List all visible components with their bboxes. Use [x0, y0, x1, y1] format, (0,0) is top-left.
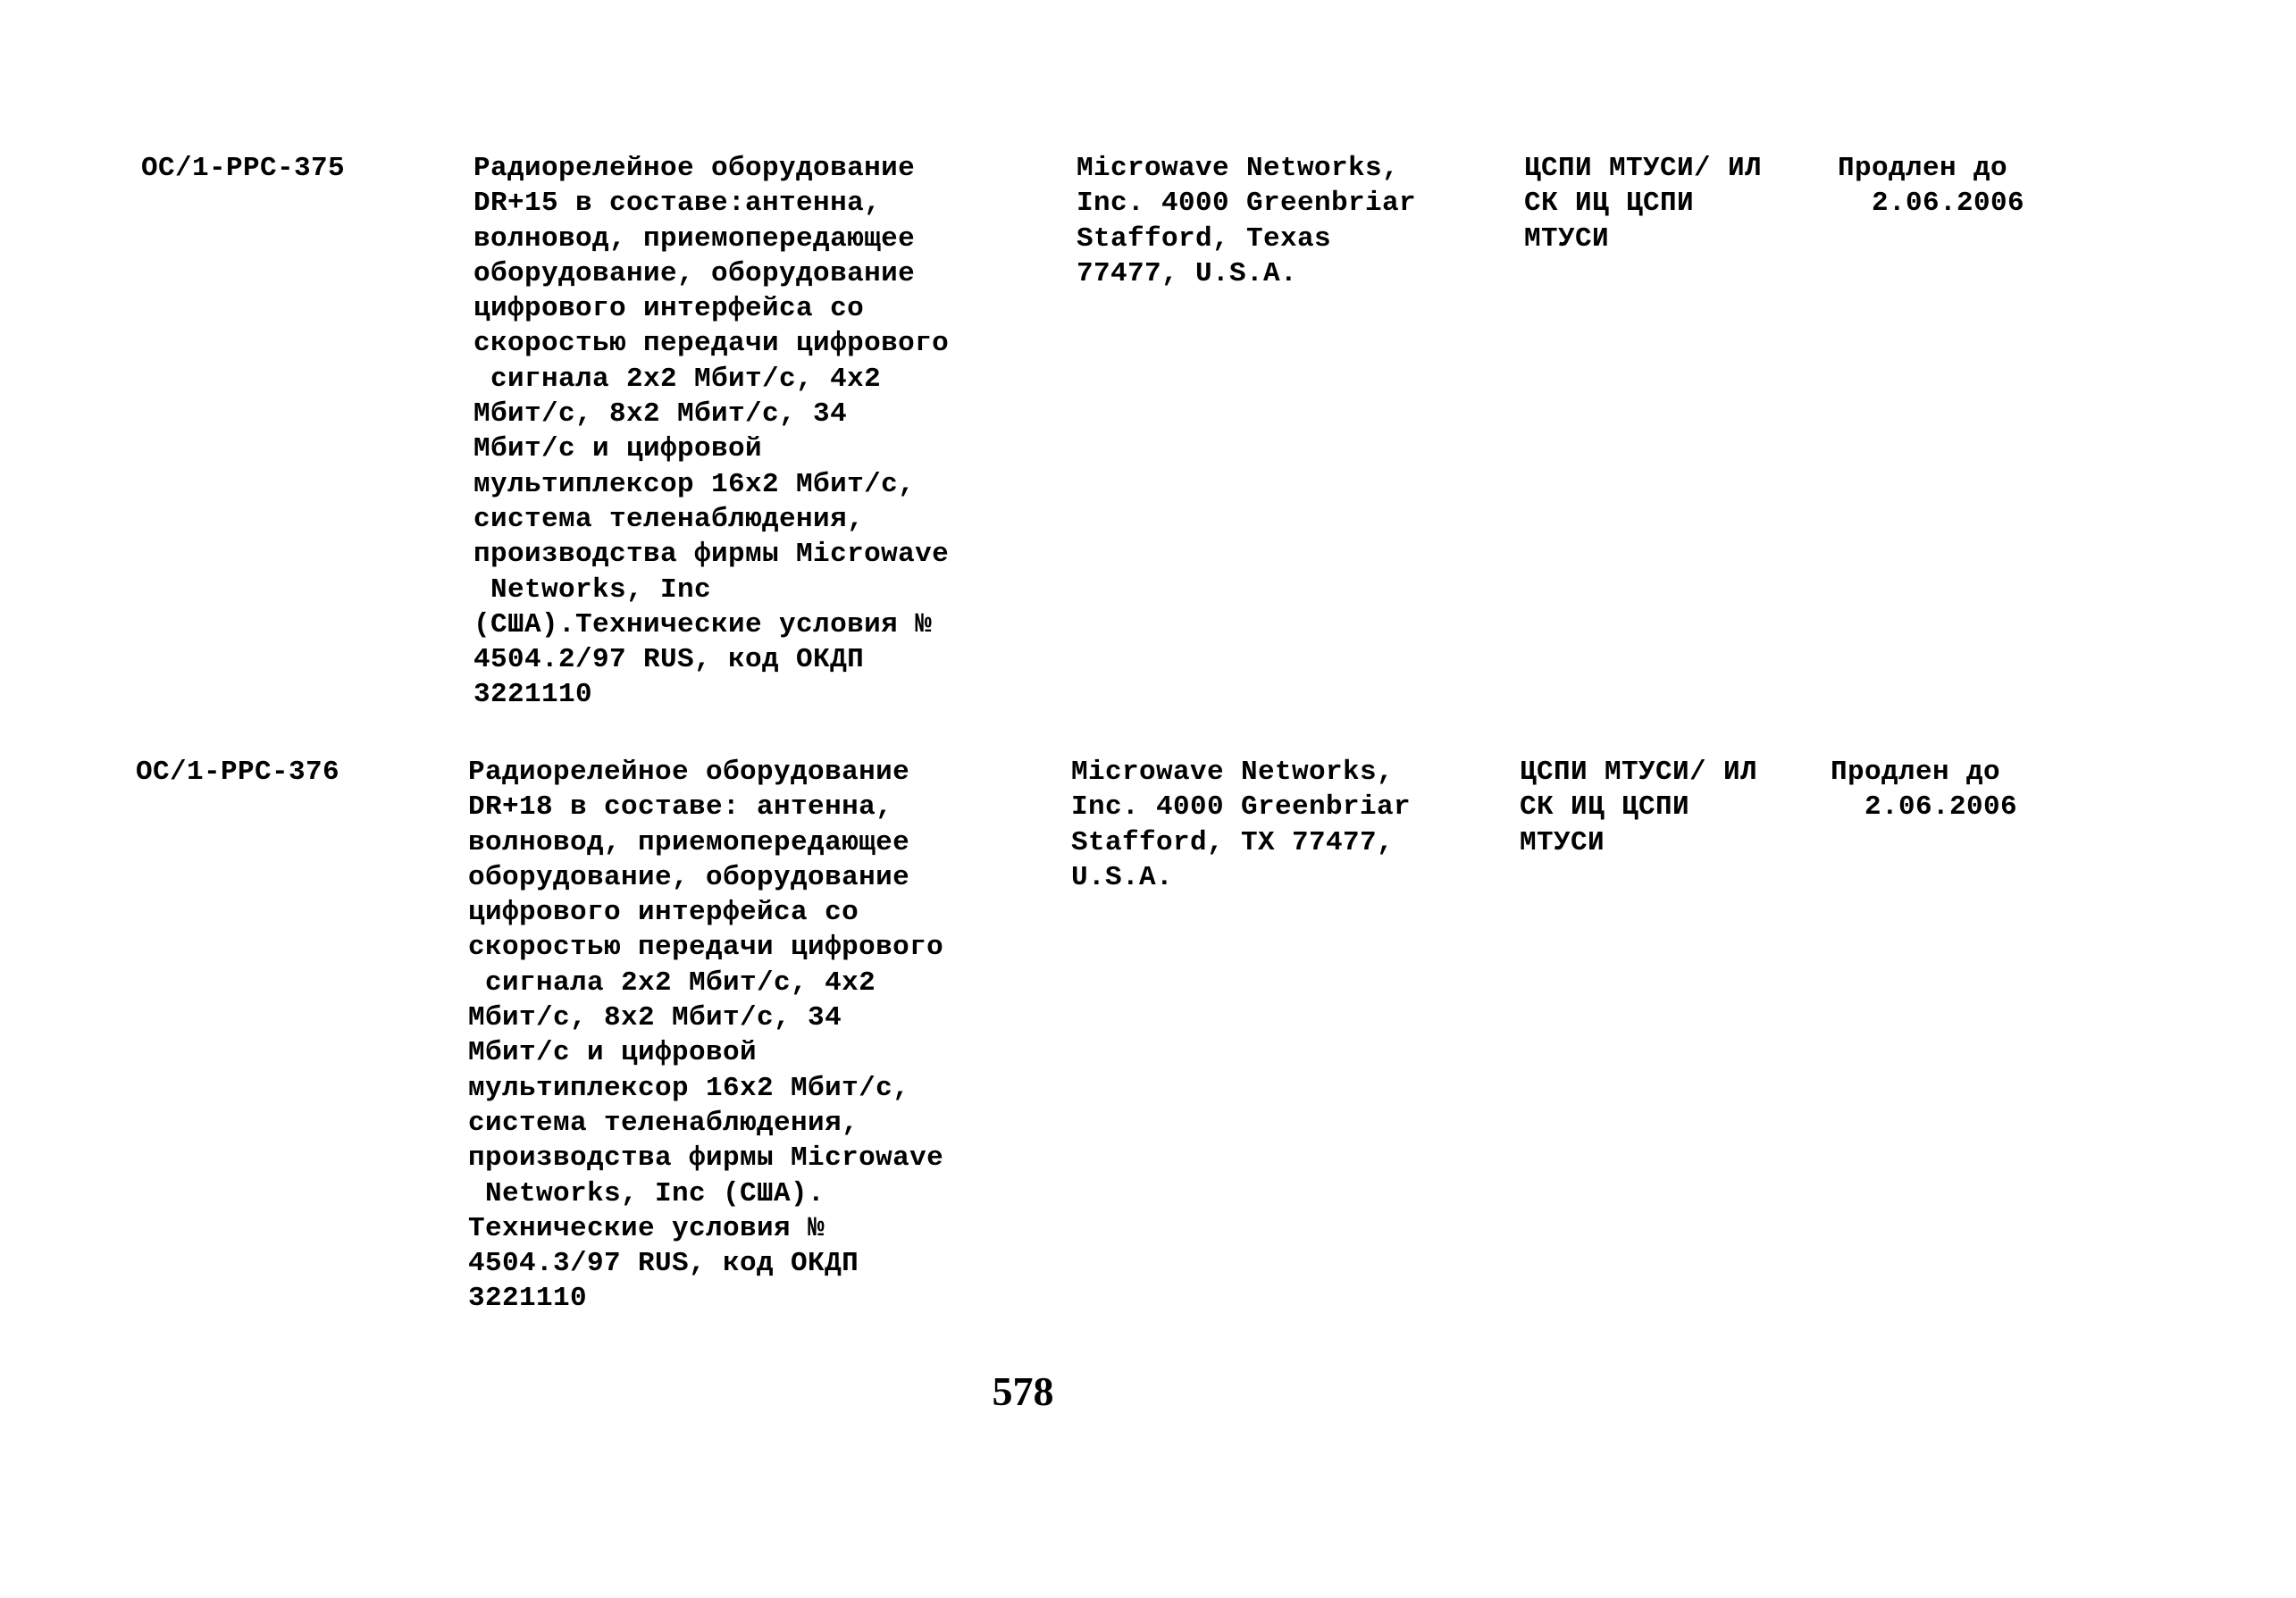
description-line: сигнала 2х2 Мбит/с, 4х2	[473, 363, 882, 395]
description-line: волновод, приемопередающее	[473, 222, 916, 255]
description-line: Радиорелейное оборудование	[468, 757, 910, 788]
certification-body	[1524, 151, 1762, 256]
certifier-line: ЦСПИ МТУСИ/ ИЛ	[1524, 153, 1763, 184]
description-line: оборудование, оборудование	[468, 861, 910, 893]
description-line: Мбит/с, 8х2 Мбит/с, 34	[473, 398, 848, 431]
certifier-line: МТУСИ	[1520, 826, 1605, 858]
manufacturer-line: Microwave Networks,	[1077, 153, 1400, 184]
validity-line: Продлен до	[1838, 153, 2008, 184]
manufacturer-line: Inc. 4000 Greenbriar	[1077, 188, 1417, 220]
description-line: оборудование, оборудование	[473, 257, 916, 289]
certification-body	[1520, 755, 1757, 860]
description-line: 4504.2/97 RUS, код ОКДП	[473, 644, 865, 676]
description-line: цифрового интерфейса со	[468, 897, 859, 929]
description-line: система теленаблюдения,	[473, 503, 865, 535]
certificate-number	[141, 151, 345, 186]
manufacturer-line: 77477, U.S.A.	[1077, 257, 1298, 289]
description-line: DR+18 в составе: антенна,	[468, 791, 893, 824]
certificate-number-text: OC/1-PPC-375	[141, 153, 346, 184]
description-line: производства фирмы Microwave	[473, 539, 950, 571]
description-line: скоростью передачи цифрового	[468, 932, 944, 964]
description-line: 3221110	[473, 679, 593, 711]
description-line: Networks, Inc	[473, 573, 712, 606]
description-line: Мбит/с, 8х2 Мбит/с, 34	[468, 1002, 842, 1034]
page-number: 578	[992, 1368, 1054, 1414]
description-line: цифрового интерфейса со	[473, 293, 865, 325]
description-line: мультиплексор 16х2 Мбит/с,	[468, 1072, 910, 1104]
description-line: 3221110	[468, 1283, 588, 1315]
description-line: (США).Технические условия №	[473, 608, 933, 640]
certifier-line: ЦСПИ МТУСИ/ ИЛ	[1520, 757, 1758, 788]
description-line: мультиплексор 16х2 Мбит/с,	[473, 468, 916, 500]
description-line: DR+15 в составе:антенна,	[473, 188, 882, 220]
manufacturer-line: Stafford, Texas	[1077, 222, 1332, 255]
description-line: Радиорелейное оборудование	[473, 153, 916, 184]
manufacturer-line: Inc. 4000 Greenbriar	[1071, 791, 1412, 824]
manufacturer	[1077, 151, 1416, 291]
certifier-line: МТУСИ	[1524, 222, 1610, 255]
validity-line: Продлен до	[1831, 757, 2001, 788]
manufacturer	[1071, 755, 1411, 895]
description-line: Технические условия №	[468, 1212, 825, 1244]
certifier-line: СК ИЦ ЦСПИ	[1520, 791, 1690, 824]
description-line: сигнала 2х2 Мбит/с, 4х2	[468, 966, 876, 999]
manufacturer-line: Stafford, TX 77477,	[1071, 826, 1395, 858]
validity-line: 2.06.2006	[1838, 188, 2025, 220]
description-line: Мбит/с и цифровой	[468, 1037, 758, 1069]
description-line: Мбит/с и цифровой	[473, 433, 763, 465]
certificate-number	[136, 755, 339, 790]
description-line: Networks, Inc (США).	[468, 1177, 825, 1209]
description-line: производства фирмы Microwave	[468, 1142, 944, 1175]
manufacturer-line: Microwave Networks,	[1071, 757, 1395, 788]
description-line: волновод, приемопередающее	[468, 826, 910, 858]
description-line: 4504.3/97 RUS, код ОКДП	[468, 1248, 859, 1280]
validity	[1831, 755, 2017, 825]
certificate-number-text: OC/1-PPC-376	[136, 757, 340, 788]
manufacturer-line: U.S.A.	[1071, 861, 1174, 893]
validity-line: 2.06.2006	[1831, 791, 2018, 824]
equipment-description	[473, 151, 949, 713]
certifier-line: СК ИЦ ЦСПИ	[1524, 188, 1695, 220]
description-line: скоростью передачи цифрового	[473, 328, 950, 360]
equipment-description	[468, 755, 943, 1317]
description-line: система теленаблюдения,	[468, 1107, 859, 1139]
validity	[1838, 151, 2024, 222]
